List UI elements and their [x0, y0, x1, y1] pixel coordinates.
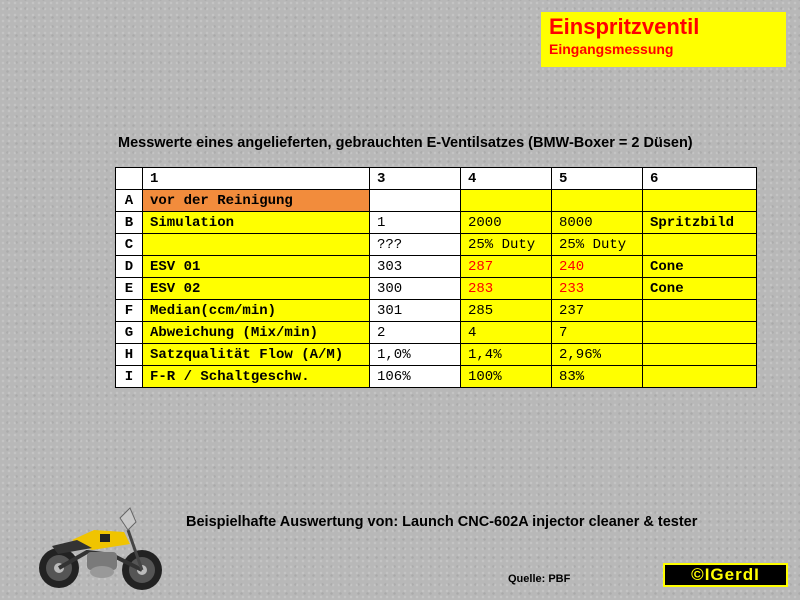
table-header-row	[116, 168, 757, 190]
table-cell	[643, 344, 757, 366]
row-label: I	[116, 366, 143, 388]
row-label: E	[116, 278, 143, 300]
table-cell: 303	[370, 256, 461, 278]
table-cell	[461, 190, 552, 212]
header-cell: 4	[461, 168, 552, 190]
title-box	[541, 12, 786, 67]
table-cell: Cone	[643, 278, 757, 300]
title-main: Einspritzventil	[549, 14, 700, 39]
table-cell: Abweichung (Mix/min)	[143, 322, 370, 344]
table-cell: 233	[552, 278, 643, 300]
source-label: Quelle: PBF	[508, 573, 571, 585]
table-cell: Spritzbild	[643, 212, 757, 234]
table-cell: 25% Duty	[461, 234, 552, 256]
table-cell: 2000	[461, 212, 552, 234]
table-cell: 237	[552, 300, 643, 322]
table-row	[116, 344, 757, 366]
table-cell: 8000	[552, 212, 643, 234]
table-cell: 285	[461, 300, 552, 322]
table-cell: Satzqualität Flow (A/M)	[143, 344, 370, 366]
row-label: B	[116, 212, 143, 234]
table-cell	[143, 234, 370, 256]
row-label: C	[116, 234, 143, 256]
table-cell: 287	[461, 256, 552, 278]
table-cell: F-R / Schaltgeschw.	[143, 366, 370, 388]
table-cell: 2,96%	[552, 344, 643, 366]
table-cell: 106%	[370, 366, 461, 388]
header-cell: 6	[643, 168, 757, 190]
row-label: H	[116, 344, 143, 366]
table-cell	[643, 366, 757, 388]
table-cell: 1,4%	[461, 344, 552, 366]
table-cell	[643, 234, 757, 256]
header-cell: 3	[370, 168, 461, 190]
table-cell: vor der Reinigung	[143, 190, 370, 212]
table-cell: Median(ccm/min)	[143, 300, 370, 322]
table-row	[116, 212, 757, 234]
row-label: G	[116, 322, 143, 344]
header-cell: 1	[143, 168, 370, 190]
table-cell: 25% Duty	[552, 234, 643, 256]
table-cell: ???	[370, 234, 461, 256]
table-row	[116, 366, 757, 388]
header-cell	[116, 168, 143, 190]
table-cell	[370, 190, 461, 212]
copyright-logo: ©IGerdI	[663, 563, 788, 587]
table-cell	[643, 300, 757, 322]
row-label: D	[116, 256, 143, 278]
row-label: A	[116, 190, 143, 212]
table-cell: 240	[552, 256, 643, 278]
table-cell: 301	[370, 300, 461, 322]
table-cell: Simulation	[143, 212, 370, 234]
table-row	[116, 322, 757, 344]
table-cell	[643, 190, 757, 212]
footer-text: Beispielhafte Auswertung von: Launch CNC-602A injector cleaner & tester	[186, 514, 698, 530]
table-cell: ESV 02	[143, 278, 370, 300]
table-cell: 300	[370, 278, 461, 300]
motorcycle-illustration	[32, 500, 167, 592]
table-row	[116, 278, 757, 300]
measurement-table	[115, 167, 757, 388]
table-cell	[552, 190, 643, 212]
table-row	[116, 234, 757, 256]
table-row	[116, 300, 757, 322]
table-cell: 2	[370, 322, 461, 344]
title-sub: Eingangsmessung	[549, 41, 674, 57]
table-cell: 4	[461, 322, 552, 344]
header-cell: 5	[552, 168, 643, 190]
table-row	[116, 190, 757, 212]
table-cell: ESV 01	[143, 256, 370, 278]
table-cell: 7	[552, 322, 643, 344]
row-label: F	[116, 300, 143, 322]
table-cell: 283	[461, 278, 552, 300]
table-heading: Messwerte eines angelieferten, gebrauchten E-Ventilsatzes (BMW-Boxer = 2 Düsen)	[118, 135, 693, 151]
table-cell: Cone	[643, 256, 757, 278]
table-row	[116, 256, 757, 278]
table-cell: 83%	[552, 366, 643, 388]
table-cell: 100%	[461, 366, 552, 388]
table-cell	[643, 322, 757, 344]
table-cell: 1	[370, 212, 461, 234]
table-cell: 1,0%	[370, 344, 461, 366]
